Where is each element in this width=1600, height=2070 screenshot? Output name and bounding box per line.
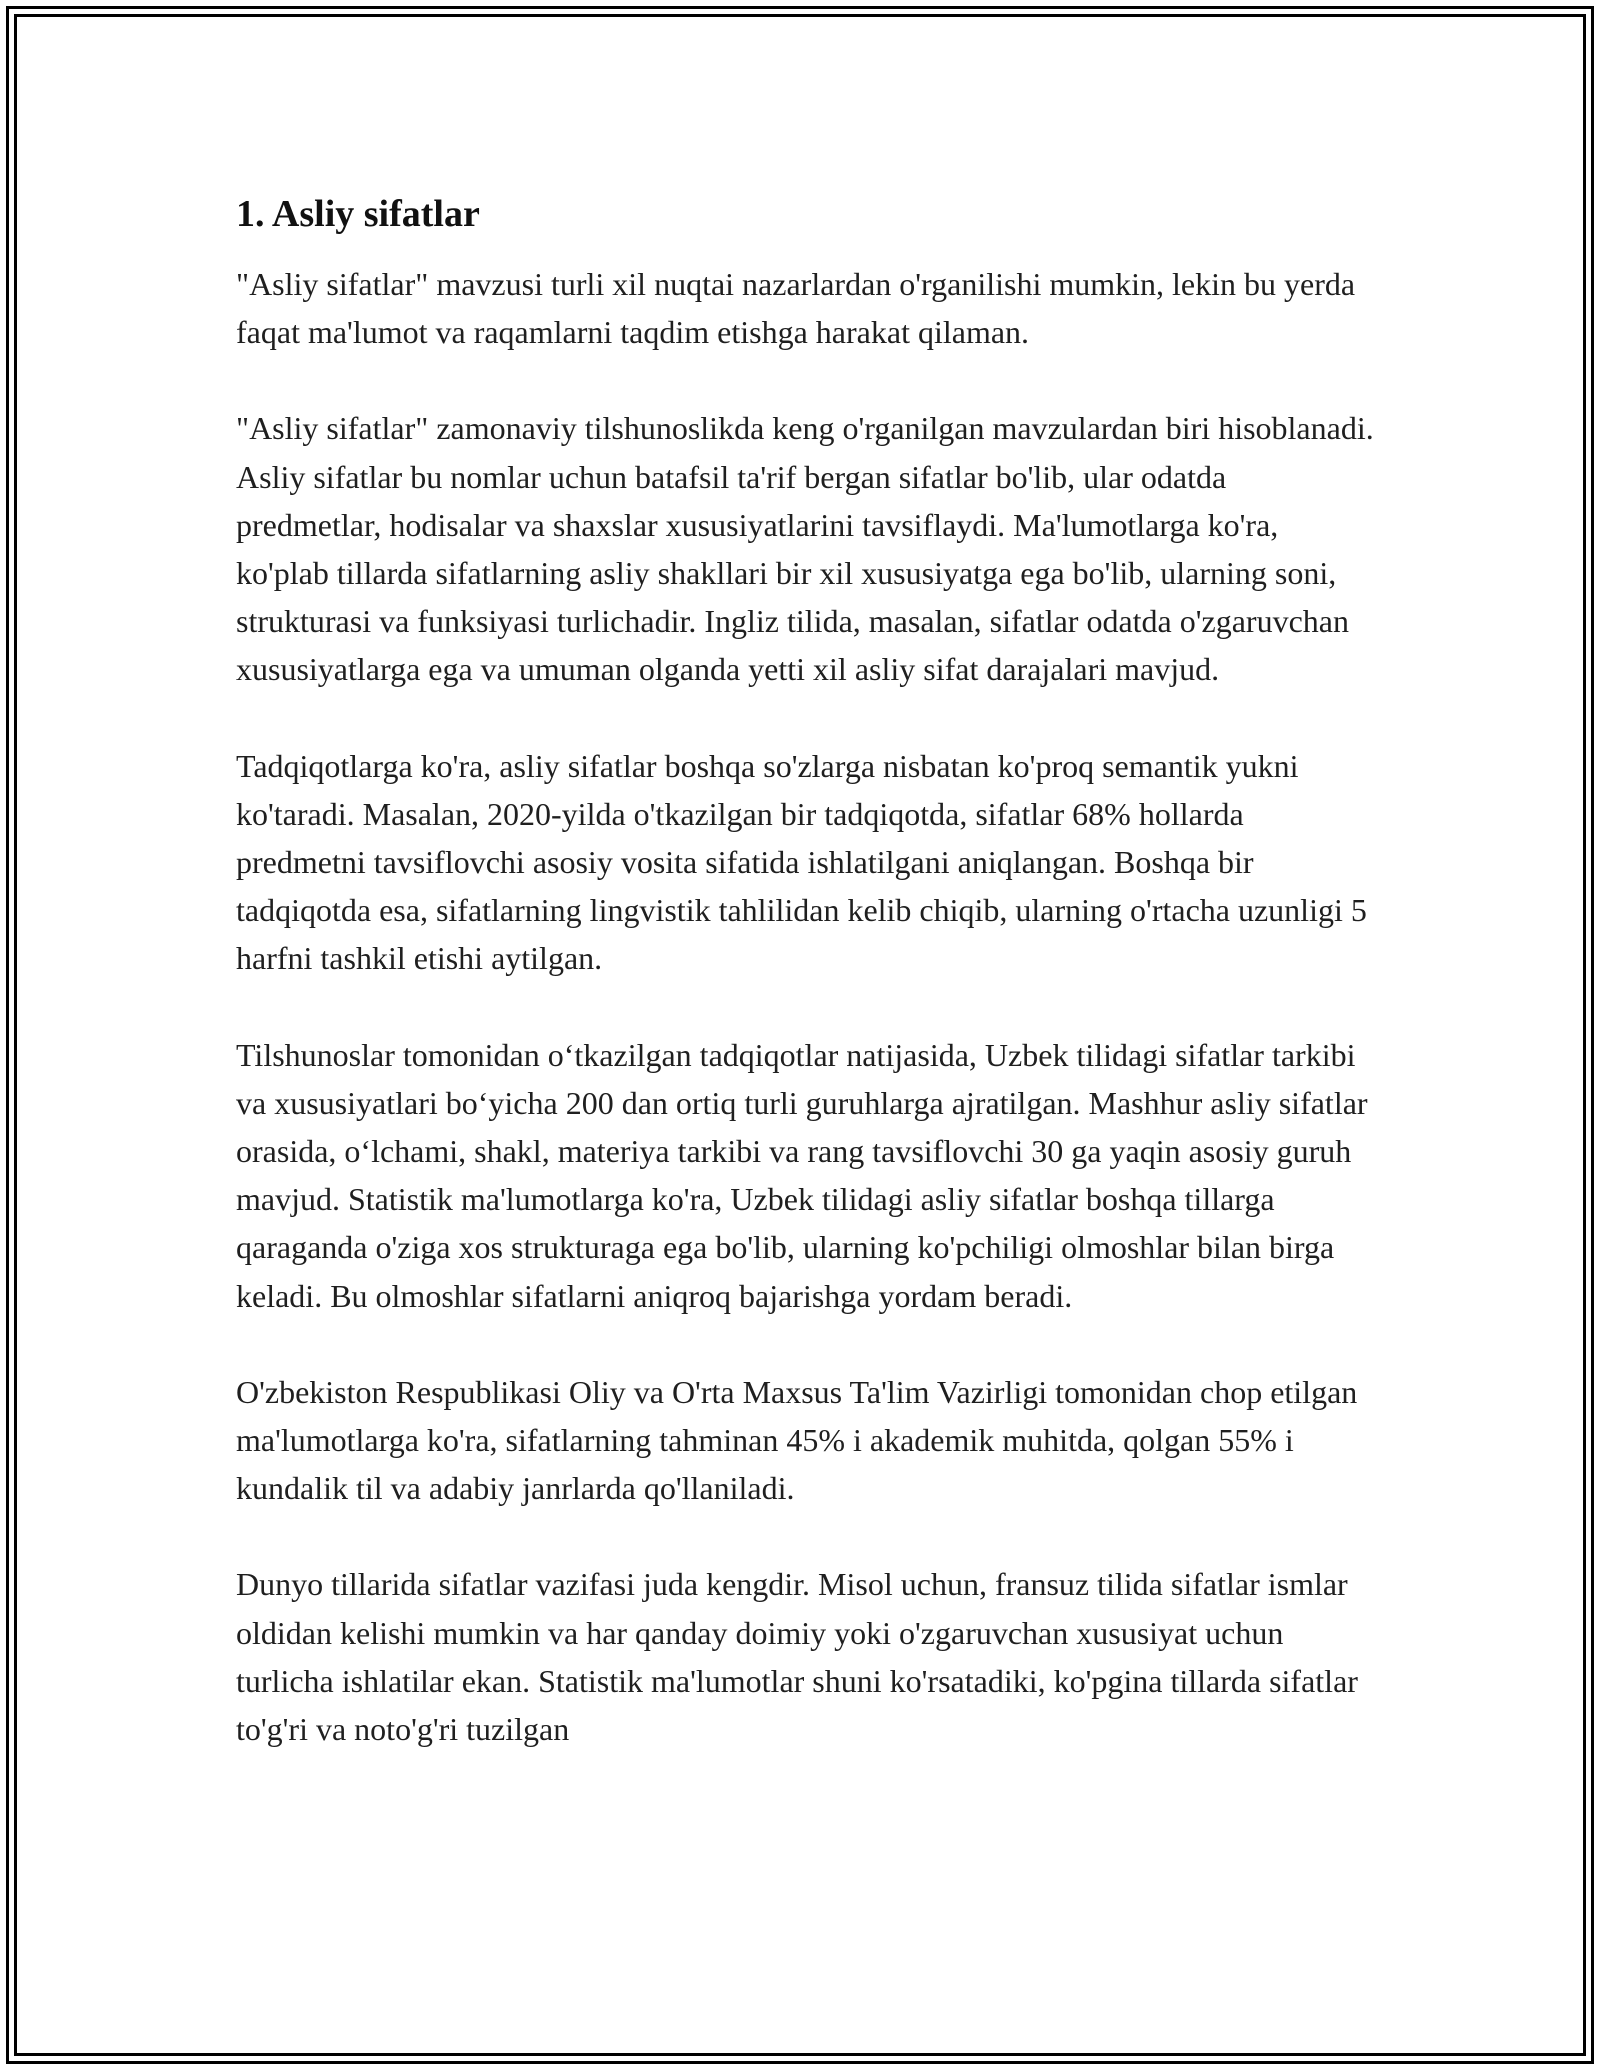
paragraph-uzbek-groups: Tilshunoslar tomonidan o‘tkazilgan tadqiqotlar natijasida, Uzbek tilidagi sifatlar tarkibi va xususiyatlari bo‘yicha 200 dan ortiq turli guruhlarga ajratilgan. Mashhur asliy sifatlar orasida, o‘lchami, shakl, materiya tarkibi va rang tavsiflovchi 30 ga yaqin asosiy guruh mavjud. Statistik ma'lumotlarga ko'ra, Uzbek tilidagi asliy sifatlar boshqa tillarga qaraganda o'ziga xos strukturaga ega bo'lib, ularning ko'pchiligi olmoshlar bilan birga keladi. Bu olmoshlar sifatlarni aniqroq bajarishga yordam beradi. (236, 1036, 1368, 1314)
paragraph-definition: "Asliy sifatlar" zamonaviy tilshunoslikda keng o'rganilgan mavzulardan biri hisoblanadi. Asliy sifatlar bu nomlar uchun batafsil ta'rif bergan sifatlar bo'lib, ular odatda predmetlar, hodisalar va shaxslar xususiyatlarini tavsiflaydi. Ma'lumotlarga ko'ra, ko'plab tillarda sifatlarning asliy shakllari bir xil xususiyatga ega bo'lib, ularning soni, strukturasi va funksiyasi turlichadir. Ingliz tilida, masalan, sifatlar odatda o'zgaruvchan xususiyatlarga ega va umuman olganda yetti xil asliy sifat darajalari mavjud. (236, 410, 1374, 688)
paragraph-research: Tadqiqotlarga ko'ra, asliy sifatlar boshqa so'zlarga nisbatan ko'proq semantik yukni ko'taradi. Masalan, 2020-yilda o'tkazilgan bir tadqiqotda, sifatlar 68% hollarda predmetni tavsiflovchi asosiy vosita sifatida ishlatilgani aniqlangan. Boshqa bir tadqiqotda esa, sifatlarning lingvistik tahlilidan kelib chiqib, ularning o'rtacha uzunligi 5 harfni tashkil etishi aytilgan. (236, 747, 1367, 977)
paragraph-intro: "Asliy sifatlar" mavzusi turli xil nuqtai nazarlardan o'rganilishi mumkin, lekin bu yerda faqat ma'lumot va raqamlarni taqdim etishga harakat qilaman. (236, 266, 1356, 351)
paragraph-world-languages: Dunyo tillarida sifatlar vazifasi juda kengdir. Misol uchun, fransuz tilida sifatlar ismlar oldidan kelishi mumkin va har qanday doimiy yoki o'zgaruvchan xususiyat uchun turlicha ishlatilar ekan. Statistik ma'lumotlar shuni ko'rsatadiki, ko'pgina tillarda sifatlar to'g'ri va noto'g'ri tuzilgan (236, 1566, 1358, 1748)
section-heading: 1. Asliy sifatlar (236, 193, 480, 235)
document-body (236, 186, 1376, 1753)
paragraph-ministry-stats: O'zbekiston Respublikasi Oliy va O'rta Maxsus Ta'lim Vazirligi tomonidan chop etilgan ma'lumotlarga ko'ra, sifatlarning tahminan 45% i akademik muhitda, qolgan 55% i kundalik til va adabiy janrlarda qo'llaniladi. (236, 1373, 1358, 1507)
